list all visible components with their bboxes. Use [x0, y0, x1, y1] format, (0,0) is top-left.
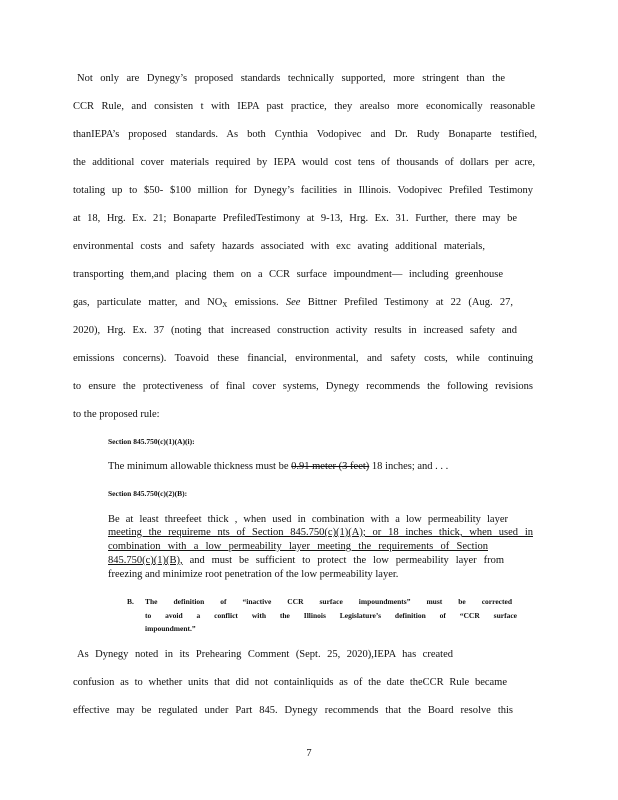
deleted-text: 0.91 meter (3 feet) [291, 461, 370, 472]
paragraph-line: 2020), Hrg. Ex. 37 (noting that increased construction activity results in increased safety and [73, 325, 517, 336]
paragraph-line: totaling up to $50- $100 million for Dynegy’s facilities in Illinois. Vodopivec Prefiled Testimony [73, 185, 533, 196]
paragraph-line: transporting them,and placing them on a CCR surface impoundment— including greenhouse [73, 269, 503, 280]
paragraph-line: to ensure the protectiveness of final cover systems, Dynegy recommends the following revisions [73, 381, 533, 392]
item-heading-line: impoundment.” [145, 624, 196, 633]
paragraph-line: As Dynegy noted in its Prehearing Comment (Sept. 25, 2020),IEPA has created [77, 649, 453, 660]
item-label: B. [127, 597, 134, 606]
rule-text: freezing and minimize root penetration of the low permeability layer. [108, 569, 399, 580]
citation-signal: See [285, 297, 301, 308]
item-heading-line: The definition of “inactive CCR surface impoundments” must be corrected [145, 597, 512, 606]
paragraph-line: the additional cover materials required by IEPA would cost tens of thousands of dollars per acre, [73, 157, 535, 168]
line-text: gas, particulate matter, and NO [73, 297, 223, 308]
inserted-text: meeting the requireme nts of Section 845.750(c)(1)(A); or 18 inches thick, when used in [108, 527, 533, 538]
paragraph-line: emissions concerns). Toavoid these financial, environmental, and safety costs, while continuing [73, 353, 533, 364]
item-heading-line: to avoid a conflict with the Illinois Legislature’s definition of “CCR surface [145, 611, 517, 620]
rule-text-after: 18 inches; and . . . [369, 461, 449, 472]
rule-text [108, 461, 533, 472]
rule-text-rest: and must be sufficient to protect the low permeability layer from [182, 555, 504, 566]
inserted-text: 845.750(c)(1)(B), [108, 555, 183, 566]
page-number: 7 [306, 748, 312, 759]
paragraph-line: confusion as to whether units that did not containliquids as of the date theCCR Rule became [73, 677, 507, 688]
section-heading: Section 845.750(c)(1)(A)(i): [108, 437, 195, 446]
rule-text: Be at least threefeet thick , when used in combination with a low permeability layer [108, 514, 508, 525]
paragraph-line: at 18, Hrg. Ex. 21; Bonaparte PrefiledTestimony at 9-13, Hrg. Ex. 31. Further, there may be [73, 213, 517, 224]
paragraph-line: to the proposed rule: [73, 409, 160, 420]
paragraph-line: thanIEPA’s proposed standards. As both Cynthia Vodopivec and Dr. Rudy Bonaparte testified, [73, 129, 537, 140]
paragraph-line: effective may be regulated under Part 845. Dynegy recommends that the Board resolve this [73, 705, 513, 716]
inserted-text: combination with a low permeability layer meeting the requirements of Section [108, 541, 488, 552]
section-heading: Section 845.750(c)(2)(B): [108, 489, 188, 498]
line-text: Bittner Prefiled Testimony at 22 (Aug. 27, [300, 297, 514, 308]
rule-text-before: The minimum allowable thickness must be [108, 461, 292, 472]
subscript: X [222, 301, 228, 309]
paragraph-line: Not only are Dynegy’s proposed standards technically supported, more stringent than the [77, 73, 505, 84]
paragraph-line [73, 297, 513, 308]
rule-text [108, 555, 504, 566]
paragraph-line: CCR Rule, and consisten t with IEPA past practice, they arealso more economically reasonable [73, 101, 535, 112]
paragraph-line: environmental costs and safety hazards associated with exc avating additional materials, [73, 241, 485, 252]
line-text: emissions. [227, 297, 286, 308]
